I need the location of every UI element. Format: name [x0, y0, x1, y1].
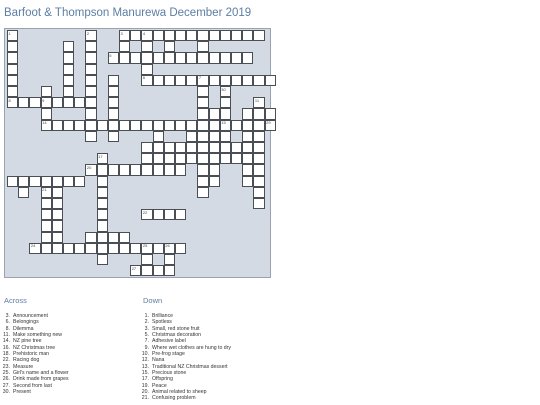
- grid-cell[interactable]: [130, 52, 141, 63]
- grid-cell[interactable]: [74, 243, 85, 254]
- grid-cell[interactable]: [7, 52, 18, 63]
- grid-cell[interactable]: [108, 120, 119, 131]
- clue-number: 22.: [2, 357, 10, 364]
- grid-cell[interactable]: [197, 153, 208, 164]
- grid-cell[interactable]: [164, 254, 175, 265]
- grid-cell[interactable]: [220, 30, 231, 41]
- clue-number: 21.: [141, 395, 149, 402]
- cell-number: 30: [221, 86, 226, 92]
- grid-cell[interactable]: [164, 142, 175, 153]
- grid-cell[interactable]: [231, 75, 242, 86]
- clue-number: 12.: [141, 357, 149, 364]
- grid-cell[interactable]: [242, 164, 253, 175]
- grid-cell[interactable]: [153, 131, 164, 142]
- grid-cell[interactable]: [52, 232, 63, 243]
- grid-cell[interactable]: [63, 64, 74, 75]
- clue-text: Announcement: [13, 313, 48, 319]
- clue-number: 23.: [2, 363, 10, 370]
- grid-cell[interactable]: [164, 52, 175, 63]
- clue-number: 7.: [144, 338, 149, 345]
- grid-cell[interactable]: [7, 64, 18, 75]
- grid-cell[interactable]: [41, 86, 52, 97]
- grid-cell[interactable]: [197, 131, 208, 142]
- grid-cell[interactable]: [242, 120, 253, 131]
- clue-text: Brilliance: [152, 313, 174, 319]
- grid-cell[interactable]: [108, 164, 119, 175]
- grid-cell[interactable]: [52, 187, 63, 198]
- grid-cell[interactable]: [242, 142, 253, 153]
- grid-cell[interactable]: [186, 75, 197, 86]
- grid-cell[interactable]: [197, 86, 208, 97]
- grid-cell[interactable]: [97, 220, 108, 231]
- grid-cell[interactable]: [209, 131, 220, 142]
- cell-number: 29: [266, 120, 271, 126]
- grid-cell[interactable]: [220, 131, 231, 142]
- cell-number: 5: [109, 52, 112, 58]
- grid-cell[interactable]: [7, 176, 18, 187]
- grid-cell[interactable]: [253, 108, 264, 119]
- grid-cell[interactable]: [119, 30, 130, 41]
- clue-number: 5.: [144, 332, 149, 339]
- grid-cell[interactable]: [41, 120, 52, 131]
- grid-cell[interactable]: [52, 220, 63, 231]
- clue-number: 30.: [2, 389, 10, 396]
- clue-number: 8.: [5, 325, 10, 332]
- grid-cell[interactable]: [197, 41, 208, 52]
- grid-cell[interactable]: [130, 120, 141, 131]
- grid-cell[interactable]: [197, 108, 208, 119]
- clue-number: 2.: [144, 319, 149, 326]
- grid-cell[interactable]: [74, 120, 85, 131]
- grid-cell[interactable]: [242, 153, 253, 164]
- clue-text: Drink made from grapes: [13, 376, 69, 383]
- grid-cell[interactable]: [85, 131, 96, 142]
- grid-cell[interactable]: [41, 176, 52, 187]
- grid-cell[interactable]: [220, 86, 231, 97]
- clue-text: Present: [13, 389, 31, 396]
- grid-cell[interactable]: [231, 153, 242, 164]
- grid-cell[interactable]: [265, 108, 276, 119]
- grid-cell[interactable]: [253, 75, 264, 86]
- clue-number: 15.: [141, 370, 149, 377]
- grid-cell[interactable]: [119, 243, 130, 254]
- clue-text: Small, red stone fruit: [152, 325, 200, 332]
- grid-cell[interactable]: [7, 75, 18, 86]
- grid-cell[interactable]: [186, 120, 197, 131]
- grid-cell[interactable]: [41, 187, 52, 198]
- grid-cell[interactable]: [253, 131, 264, 142]
- grid-cell[interactable]: [231, 120, 242, 131]
- grid-cell[interactable]: [209, 176, 220, 187]
- clue-number: 20.: [141, 389, 149, 396]
- grid-cell[interactable]: [141, 120, 152, 131]
- grid-cell[interactable]: [242, 52, 253, 63]
- grid-cell[interactable]: [108, 243, 119, 254]
- grid-cell[interactable]: [97, 198, 108, 209]
- grid-cell[interactable]: [197, 164, 208, 175]
- clue-number: 6.: [5, 319, 10, 326]
- grid-cell[interactable]: [253, 153, 264, 164]
- cell-number: 20: [86, 164, 92, 170]
- grid-cell[interactable]: [209, 142, 220, 153]
- grid-cell[interactable]: [119, 41, 130, 52]
- clue-text: Traditional NZ Christmas dessert: [152, 363, 228, 370]
- cell-number: 22: [142, 209, 148, 215]
- page-title: Barfoot & Thompson Manurewa December 2019: [4, 7, 252, 19]
- clue-number: 16.: [2, 344, 10, 351]
- grid-cell[interactable]: [220, 142, 231, 153]
- grid-cell[interactable]: [197, 52, 208, 63]
- grid-cell[interactable]: [253, 120, 264, 131]
- grid-cell[interactable]: [175, 52, 186, 63]
- grid-cell[interactable]: [153, 142, 164, 153]
- clue-text: Racing dog: [13, 357, 40, 364]
- cell-number: 21: [42, 187, 47, 193]
- grid-cell[interactable]: [41, 209, 52, 220]
- clue-number: 3.: [5, 313, 10, 319]
- cell-number: 14: [42, 120, 47, 126]
- grid-cell[interactable]: [130, 265, 141, 276]
- across-heading: Across: [4, 296, 27, 305]
- grid-cell[interactable]: [97, 187, 108, 198]
- grid-cell[interactable]: [41, 232, 52, 243]
- grid-cell[interactable]: [253, 164, 264, 175]
- cell-number: 25: [142, 243, 148, 249]
- grid-cell[interactable]: [209, 108, 220, 119]
- grid-cell[interactable]: [220, 52, 231, 63]
- grid-cell[interactable]: [85, 97, 96, 108]
- grid-cell[interactable]: [231, 142, 242, 153]
- grid-cell[interactable]: [63, 86, 74, 97]
- clue-text: Dilemma: [13, 325, 34, 332]
- cell-number: 11: [254, 97, 260, 103]
- grid-cell[interactable]: [197, 75, 208, 86]
- grid-cell[interactable]: [175, 153, 186, 164]
- grid-cell[interactable]: [141, 52, 152, 63]
- cell-number: 9: [42, 97, 45, 103]
- grid-cell[interactable]: [97, 120, 108, 131]
- grid-cell[interactable]: [175, 209, 186, 220]
- grid-cell[interactable]: [29, 176, 40, 187]
- grid-cell[interactable]: [41, 108, 52, 119]
- grid-cell[interactable]: [85, 75, 96, 86]
- grid-cell[interactable]: [97, 153, 108, 164]
- grid-cell[interactable]: [29, 243, 40, 254]
- cell-number: 6: [142, 75, 146, 81]
- grid-cell[interactable]: [153, 75, 164, 86]
- clue-text: Prehistoric man: [13, 351, 50, 358]
- grid-cell[interactable]: [153, 52, 164, 63]
- grid-cell[interactable]: [186, 131, 197, 142]
- grid-cell[interactable]: [197, 97, 208, 108]
- grid-cell[interactable]: [41, 220, 52, 231]
- grid-cell[interactable]: [63, 243, 74, 254]
- grid-cell[interactable]: [108, 232, 119, 243]
- grid-cell[interactable]: [52, 243, 63, 254]
- grid-cell[interactable]: [97, 254, 108, 265]
- grid-cell[interactable]: [108, 131, 119, 142]
- grid-cell[interactable]: [85, 30, 96, 41]
- grid-cell[interactable]: [85, 64, 96, 75]
- clue-text: Christmas decoration: [152, 332, 202, 339]
- cell-number: 17: [98, 153, 103, 159]
- grid-cell[interactable]: [18, 97, 29, 108]
- grid-cell[interactable]: [265, 120, 276, 131]
- clue-number: 9.: [144, 344, 149, 351]
- grid-cell[interactable]: [97, 232, 108, 243]
- clue-text: Precious stone: [152, 370, 187, 377]
- grid-cell[interactable]: [253, 187, 264, 198]
- clue-number: 17.: [141, 376, 149, 383]
- clue-text: Belongings: [13, 319, 39, 326]
- grid-cell[interactable]: [119, 164, 130, 175]
- grid-cell[interactable]: [197, 142, 208, 153]
- clue-text: Spotless: [152, 319, 172, 326]
- cell-number: 27: [131, 265, 137, 271]
- grid-cell[interactable]: [74, 97, 85, 108]
- grid-cell[interactable]: [85, 108, 96, 119]
- grid-cell[interactable]: [108, 75, 119, 86]
- clue-text: Second from last: [13, 382, 52, 389]
- grid-cell[interactable]: [231, 30, 242, 41]
- clue-text: Nana: [152, 357, 165, 364]
- grid-cell[interactable]: [7, 97, 18, 108]
- grid-cell[interactable]: [63, 41, 74, 52]
- grid-cell[interactable]: [141, 75, 152, 86]
- grid-cell[interactable]: [253, 198, 264, 209]
- across-clue-list: [0, 313, 69, 395]
- clue-text: Offspring: [152, 376, 173, 383]
- grid-cell[interactable]: [153, 265, 164, 276]
- grid-cell[interactable]: [108, 86, 119, 97]
- grid-cell[interactable]: [164, 209, 175, 220]
- grid-cell[interactable]: [141, 243, 152, 254]
- grid-cell[interactable]: [153, 209, 164, 220]
- grid-cell[interactable]: [220, 120, 231, 131]
- grid-cell[interactable]: [130, 164, 141, 175]
- clue-text: NZ Christmas tree: [13, 344, 56, 351]
- grid-cell[interactable]: [52, 97, 63, 108]
- grid-cell[interactable]: [220, 108, 231, 119]
- grid-cell[interactable]: [119, 52, 130, 63]
- clue-text: Measure: [13, 363, 34, 370]
- grid-cell[interactable]: [63, 75, 74, 86]
- grid-cell[interactable]: [153, 243, 164, 254]
- grid-cell[interactable]: [164, 243, 175, 254]
- grid-cell[interactable]: [141, 209, 152, 220]
- grid-cell[interactable]: [108, 52, 119, 63]
- grid-cell[interactable]: [253, 142, 264, 153]
- cell-number: 8: [8, 97, 11, 103]
- grid-cell[interactable]: [141, 30, 152, 41]
- grid-cell[interactable]: [209, 164, 220, 175]
- grid-cell[interactable]: [242, 176, 253, 187]
- grid-cell[interactable]: [197, 120, 208, 131]
- grid-cell[interactable]: [164, 75, 175, 86]
- grid-cell[interactable]: [209, 52, 220, 63]
- cell-number: 26: [165, 243, 170, 249]
- grid-cell[interactable]: [97, 243, 108, 254]
- grid-cell[interactable]: [130, 30, 141, 41]
- grid-cell[interactable]: [186, 142, 197, 153]
- grid-cell[interactable]: [164, 30, 175, 41]
- grid-cell[interactable]: [52, 198, 63, 209]
- down-clue-list: [135, 313, 231, 402]
- grid-cell[interactable]: [186, 30, 197, 41]
- grid-cell[interactable]: [63, 120, 74, 131]
- down-clue: [135, 395, 231, 401]
- clue-text: Pre-frog stage: [152, 351, 185, 358]
- grid-cell[interactable]: [7, 41, 18, 52]
- grid-cell[interactable]: [186, 52, 197, 63]
- grid-cell[interactable]: [164, 120, 175, 131]
- clue-text: Peace: [152, 382, 167, 389]
- grid-cell[interactable]: [164, 41, 175, 52]
- grid-cell[interactable]: [52, 120, 63, 131]
- grid-cell[interactable]: [220, 153, 231, 164]
- grid-cell[interactable]: [108, 97, 119, 108]
- grid-cell[interactable]: [41, 97, 52, 108]
- clue-number: 27.: [2, 382, 10, 389]
- grid-cell[interactable]: [209, 120, 220, 131]
- grid-cell[interactable]: [197, 176, 208, 187]
- clue-number: 1.: [144, 313, 149, 319]
- grid-cell[interactable]: [164, 265, 175, 276]
- clue-number: 25.: [2, 370, 10, 377]
- grid-cell[interactable]: [74, 176, 85, 187]
- grid-cell[interactable]: [153, 30, 164, 41]
- grid-cell[interactable]: [242, 75, 253, 86]
- grid-cell[interactable]: [175, 243, 186, 254]
- grid-cell[interactable]: [52, 209, 63, 220]
- grid-cell[interactable]: [209, 30, 220, 41]
- grid-cell[interactable]: [63, 52, 74, 63]
- clue-number: 14.: [2, 338, 10, 345]
- grid-cell[interactable]: [175, 75, 186, 86]
- grid-cell[interactable]: [141, 142, 152, 153]
- grid-cell[interactable]: [41, 198, 52, 209]
- grid-cell[interactable]: [175, 120, 186, 131]
- grid-cell[interactable]: [175, 164, 186, 175]
- grid-cell[interactable]: [97, 209, 108, 220]
- clue-number: 13.: [141, 363, 149, 370]
- grid-cell[interactable]: [175, 30, 186, 41]
- down-heading: Down: [143, 296, 163, 305]
- clue-text: Make something new: [13, 332, 63, 339]
- grid-cell[interactable]: [242, 131, 253, 142]
- grid-cell[interactable]: [197, 30, 208, 41]
- grid-cell[interactable]: [220, 75, 231, 86]
- grid-cell[interactable]: [175, 142, 186, 153]
- grid-cell[interactable]: [97, 164, 108, 175]
- clue-number: 10.: [141, 351, 149, 358]
- grid-cell[interactable]: [41, 243, 52, 254]
- grid-cell[interactable]: [141, 153, 152, 164]
- grid-cell[interactable]: [186, 153, 197, 164]
- clue-text: Adhesive label: [152, 338, 186, 345]
- grid-cell[interactable]: [52, 176, 63, 187]
- grid-cell[interactable]: [153, 153, 164, 164]
- grid-cell[interactable]: [130, 243, 141, 254]
- grid-cell[interactable]: [197, 187, 208, 198]
- grid-cell[interactable]: [141, 164, 152, 175]
- grid-cell[interactable]: [231, 52, 242, 63]
- grid-cell[interactable]: [141, 254, 152, 265]
- clue-text: Girl's name and a flower: [13, 370, 69, 377]
- grid-cell[interactable]: [63, 176, 74, 187]
- grid-cell[interactable]: [141, 41, 152, 52]
- grid-cell[interactable]: [141, 64, 152, 75]
- grid-cell[interactable]: [18, 187, 29, 198]
- grid-cell[interactable]: [119, 232, 130, 243]
- grid-cell[interactable]: [164, 153, 175, 164]
- grid-cell[interactable]: [153, 120, 164, 131]
- crossword-grid: [4, 28, 271, 278]
- clue-number: 26.: [2, 376, 10, 383]
- grid-cell[interactable]: [85, 120, 96, 131]
- grid-cell[interactable]: [18, 176, 29, 187]
- grid-cell[interactable]: [209, 153, 220, 164]
- grid-cell[interactable]: [253, 30, 264, 41]
- grid-cell[interactable]: [108, 108, 119, 119]
- grid-cell[interactable]: [220, 97, 231, 108]
- grid-cell[interactable]: [119, 120, 130, 131]
- clue-number: 3.: [144, 325, 149, 332]
- grid-cell[interactable]: [85, 41, 96, 52]
- cell-number: 7: [198, 75, 202, 81]
- cell-number: 3: [120, 30, 123, 36]
- clue-text: Where wet clothes are hung to dry: [152, 344, 232, 351]
- across-clue: [0, 389, 69, 395]
- grid-cell[interactable]: [265, 75, 276, 86]
- grid-cell[interactable]: [63, 97, 74, 108]
- clue-text: NZ pine tree: [13, 338, 42, 345]
- clue-text: Animal related to sheep: [152, 389, 207, 396]
- cell-number: 2: [86, 30, 90, 36]
- clue-number: 11.: [3, 332, 10, 339]
- clue-text: Confusing problem: [152, 395, 196, 402]
- grid-cell[interactable]: [7, 86, 18, 97]
- clue-number: 18.: [2, 351, 10, 358]
- grid-cell[interactable]: [253, 97, 264, 108]
- grid-cell[interactable]: [164, 164, 175, 175]
- grid-cell[interactable]: [209, 75, 220, 86]
- grid-cell[interactable]: [85, 164, 96, 175]
- cell-number: 4: [142, 30, 146, 36]
- cell-number: 24: [30, 243, 36, 249]
- grid-cell[interactable]: [242, 108, 253, 119]
- grid-cell[interactable]: [253, 176, 264, 187]
- grid-cell[interactable]: [153, 164, 164, 175]
- grid-cell[interactable]: [85, 243, 96, 254]
- grid-cell[interactable]: [85, 52, 96, 63]
- grid-cell[interactable]: [242, 30, 253, 41]
- grid-cell[interactable]: [97, 176, 108, 187]
- grid-cell[interactable]: [85, 232, 96, 243]
- clue-number: 19.: [141, 382, 149, 389]
- cell-number: 1: [8, 30, 11, 36]
- cell-number: 15: [221, 120, 226, 126]
- grid-cell[interactable]: [29, 97, 40, 108]
- grid-cell[interactable]: [7, 30, 18, 41]
- grid-cell[interactable]: [85, 86, 96, 97]
- grid-cell[interactable]: [141, 265, 152, 276]
